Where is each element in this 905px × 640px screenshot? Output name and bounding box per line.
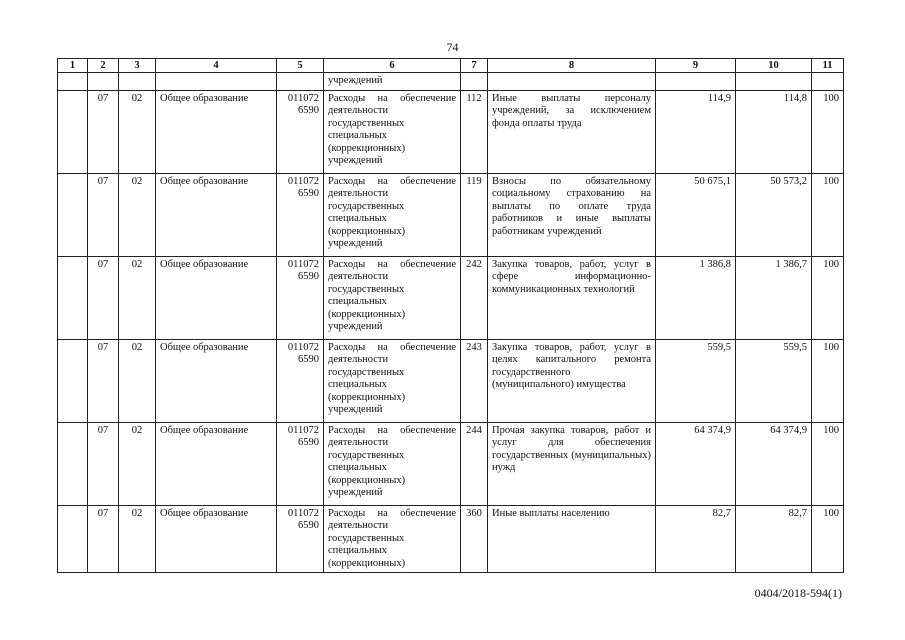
cell-purpose: Расходы на обеспечение деятельности государственных специальных (коррекционных) учреждений (324, 422, 461, 505)
cell-name: Общее образование (156, 256, 277, 339)
cell-percent: 100 (812, 90, 844, 173)
cell-podrazdel: 02 (119, 173, 156, 256)
table-row (58, 339, 844, 422)
cell-podrazdel: 02 (119, 90, 156, 173)
cell-actual-amount: 82,7 (736, 505, 812, 573)
cell-percent: 100 (812, 422, 844, 505)
cell-plan-amount: 82,7 (656, 505, 736, 573)
budget-table (57, 58, 844, 573)
table-row (58, 505, 844, 573)
cell-purpose: Расходы на обеспечение деятельности государственных специальных (коррекционных) учреждений (324, 90, 461, 173)
cell-podrazdel: 02 (119, 256, 156, 339)
cell-target-code: 011072 6590 (277, 90, 324, 173)
cell-actual-amount: 559,5 (736, 339, 812, 422)
cell-name: Общее образование (156, 339, 277, 422)
cell-actual-amount: 50 573,2 (736, 173, 812, 256)
cell-target-code: 011072 6590 (277, 422, 324, 505)
cell-section (58, 339, 88, 422)
cell-percent: 100 (812, 505, 844, 573)
page-number: 74 (446, 40, 459, 54)
cell-name: Общее образование (156, 173, 277, 256)
cell-expense-name: Закупка товаров, работ, услуг в целях капитального ремонта государственного (муниципального) имущества (488, 339, 656, 422)
cell-podrazdel: 02 (119, 422, 156, 505)
cell-name: Общее образование (156, 505, 277, 573)
cell-expense-type: 112 (461, 90, 488, 173)
col-header-8: 8 (488, 59, 656, 73)
cell-target-code: 011072 6590 (277, 173, 324, 256)
cell-plan-amount: 559,5 (656, 339, 736, 422)
cell-purpose: Расходы на обеспечение деятельности государственных специальных (коррекционных) учреждений (324, 339, 461, 422)
cell-section (58, 173, 88, 256)
cell-actual-amount: 114,8 (736, 90, 812, 173)
cell-razdel: 07 (88, 256, 119, 339)
cell-plan-amount: 50 675,1 (656, 173, 736, 256)
col-header-4: 4 (156, 59, 277, 73)
col-header-3: 3 (119, 59, 156, 73)
cell-actual-amount: 64 374,9 (736, 422, 812, 505)
col-header-7: 7 (461, 59, 488, 73)
col-header-5: 5 (277, 59, 324, 73)
cell-percent: 100 (812, 339, 844, 422)
cell-target-code: 011072 6590 (277, 505, 324, 573)
cell-razdel: 07 (88, 339, 119, 422)
cell-percent: 100 (812, 173, 844, 256)
cell-razdel: 07 (88, 90, 119, 173)
cell-section (58, 422, 88, 505)
cell-expense-name: Иные выплаты населению (488, 505, 656, 573)
cell-expense-type: 360 (461, 505, 488, 573)
cell-razdel: 07 (88, 422, 119, 505)
cell-razdel: 07 (88, 505, 119, 573)
cell-plan-amount: 64 374,9 (656, 422, 736, 505)
cell-expense-name: Прочая закупка товаров, работ и услуг для обеспечения государственных (муниципальных) нужд (488, 422, 656, 505)
cell-expense-name: Иные выплаты персоналу учреждений, за исключением фонда оплаты труда (488, 90, 656, 173)
cell-target-code: 011072 6590 (277, 256, 324, 339)
document-code: 0404/2018-594(1) (754, 586, 842, 600)
col-header-9: 9 (656, 59, 736, 73)
cell-expense-type: 244 (461, 422, 488, 505)
cell-expense-type: 242 (461, 256, 488, 339)
continuation-row (58, 73, 844, 91)
cell-name: Общее образование (156, 90, 277, 173)
cell-name: Общее образование (156, 422, 277, 505)
cell-section (58, 505, 88, 573)
col-header-11: 11 (812, 59, 844, 73)
cell-plan-amount: 1 386,8 (656, 256, 736, 339)
continuation-text: учреждений (324, 73, 461, 91)
cell-expense-name: Закупка товаров, работ, услуг в сфере информационно-коммуникационных технологий (488, 256, 656, 339)
cell-purpose: Расходы на обеспечение деятельности государственных специальных (коррекционных) учреждений (324, 173, 461, 256)
col-header-6: 6 (324, 59, 461, 73)
cell-razdel: 07 (88, 173, 119, 256)
cell-section (58, 90, 88, 173)
cell-podrazdel: 02 (119, 339, 156, 422)
cell-expense-type: 119 (461, 173, 488, 256)
cell-expense-name: Взносы по обязательному социальному страхованию на выплаты по оплате труда работников и иные выплаты работникам учреждений (488, 173, 656, 256)
table-row (58, 256, 844, 339)
cell-expense-type: 243 (461, 339, 488, 422)
cell-target-code: 011072 6590 (277, 339, 324, 422)
cell-actual-amount: 1 386,7 (736, 256, 812, 339)
column-number-header (58, 59, 844, 73)
cell-section (58, 256, 88, 339)
col-header-1: 1 (58, 59, 88, 73)
cell-plan-amount: 114,9 (656, 90, 736, 173)
cell-purpose: Расходы на обеспечение деятельности государственных специальных (коррекционных) учреждений (324, 256, 461, 339)
table-row (58, 173, 844, 256)
table-row (58, 422, 844, 505)
table-row (58, 90, 844, 173)
cell-podrazdel: 02 (119, 505, 156, 573)
cell-percent: 100 (812, 256, 844, 339)
cell-purpose: Расходы на обеспечение деятельности государственных специальных (коррекционных) (324, 505, 461, 573)
col-header-10: 10 (736, 59, 812, 73)
col-header-2: 2 (88, 59, 119, 73)
